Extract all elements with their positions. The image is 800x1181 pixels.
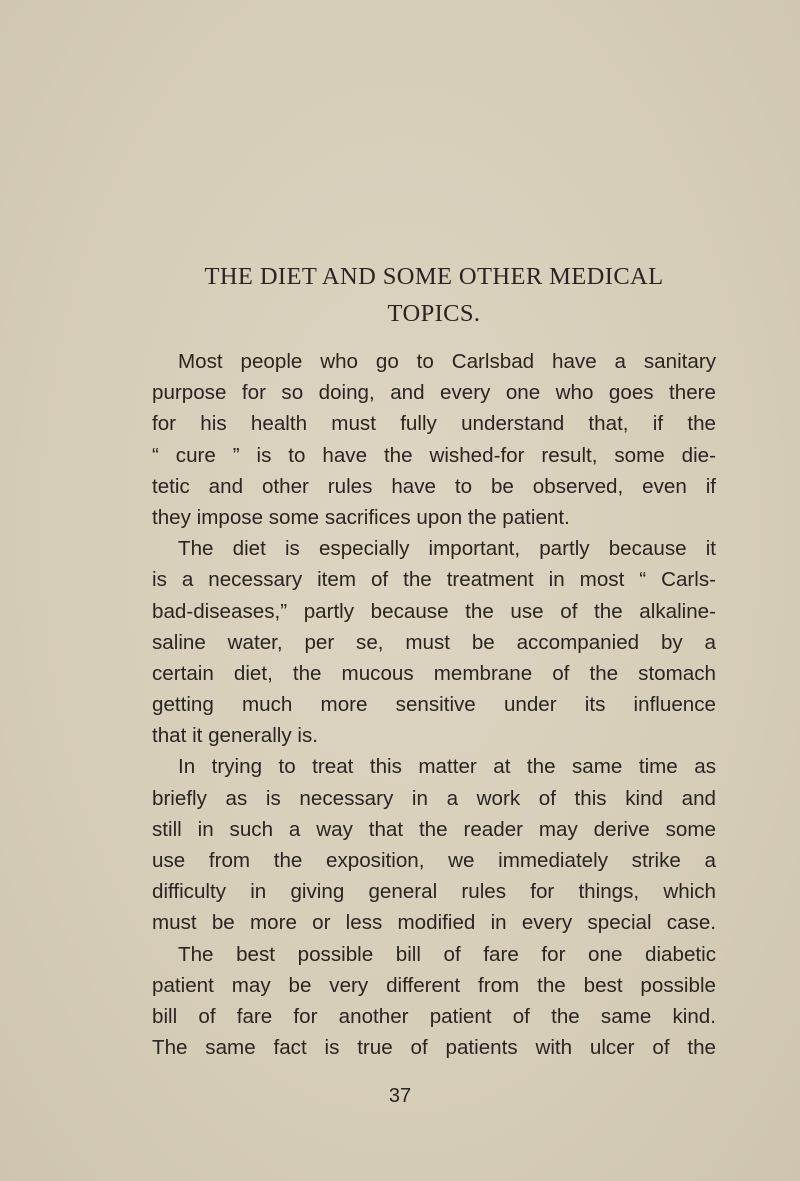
text-line: briefly as is necessary in a work of this kind and	[152, 786, 716, 810]
text-line: for his health must fully understand that, if the	[152, 412, 716, 436]
text-line: must be more or less modified in every special case.	[152, 911, 716, 935]
text-line: still in such a way that the reader may derive some	[152, 817, 716, 841]
text-line: difficulty in giving general rules for things, which	[152, 880, 716, 904]
text-line: “ cure ” is to have the wished-for result, some die-	[152, 443, 716, 467]
page-number: 37	[388, 1085, 412, 1107]
text-line: patient may be very different from the best possible	[152, 973, 716, 997]
text-line: bill of fare for another patient of the same kind.	[152, 1004, 716, 1028]
text-line: purpose for so doing, and every one who goes there	[152, 381, 716, 405]
text-line: saline water, per se, must be accompanied by a	[152, 630, 716, 654]
chapter-heading-line-1: THE DIET AND SOME OTHER MEDICAL	[204, 263, 664, 290]
chapter-heading	[152, 258, 716, 332]
text-line: use from the exposition, we immediately strike a	[152, 849, 716, 872]
text-line: The same fact is true of patients with ulcer of the	[152, 1036, 716, 1060]
text-line: is a necessary item of the treatment in most “ Carls-	[152, 568, 716, 592]
text-line: certain diet, the mucous membrane of the stomach	[152, 661, 716, 685]
chapter-heading-line-2: TOPICS.	[387, 300, 481, 327]
text-line: The best possible bill of fare for one diabetic	[178, 942, 716, 966]
text-line: they impose some sacrifices upon the patient.	[152, 505, 570, 529]
text-line: Most people who go to Carlsbad have a sanitary	[178, 350, 716, 373]
text-line: getting much more sensitive under its influence	[152, 693, 716, 717]
book-page	[152, 258, 716, 1063]
text-line: In trying to treat this matter at the same time as	[178, 755, 716, 779]
text-line: that it generally is.	[152, 724, 318, 748]
text-line: tetic and other rules have to be observed, even if	[152, 474, 716, 498]
text-line: The diet is especially important, partly because it	[178, 537, 716, 561]
text-line: bad-diseases,” partly because the use of the alkaline-	[152, 599, 716, 623]
body-text	[152, 346, 716, 1063]
